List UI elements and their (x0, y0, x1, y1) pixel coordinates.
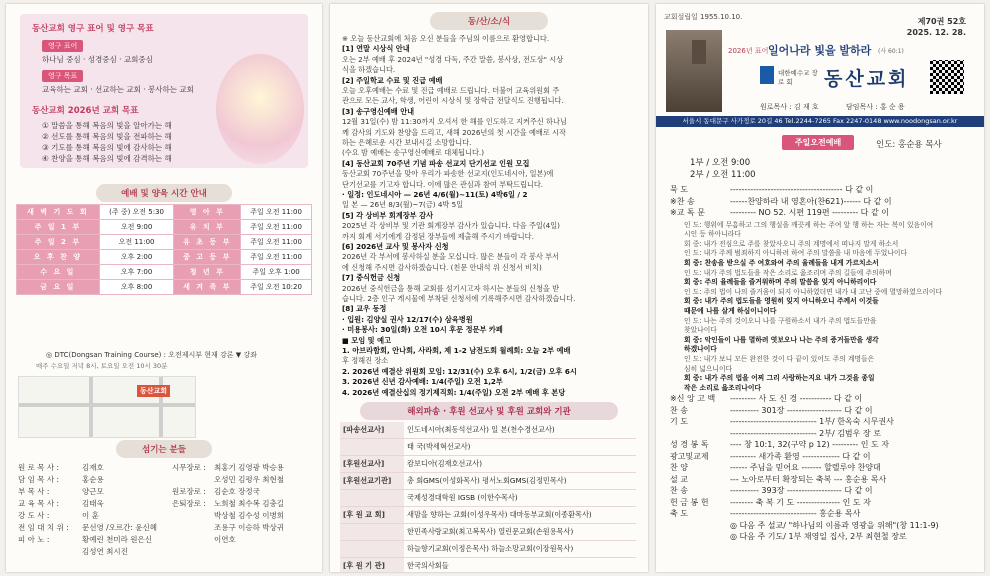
responsive-reading-line: 인 도: 나는 주의 것이오니 나를 구원하소서 내가 주의 법도들만을 (684, 316, 877, 325)
responsive-reading-line: 찾았나이다 (684, 326, 717, 335)
schedule-time: 오전 11:00 (99, 235, 174, 250)
news-title: 동/산/소/식 (430, 12, 548, 30)
news-line: 4. 2026년 예결산십의 정기제직회: 1/4(주일) 오전 2부 예배 후 본당 (342, 387, 566, 397)
issue-number: 제70권 52호 (917, 17, 966, 26)
news-line: 1. 아브라함회, 안나회, 사라회, 제 1-2 남전도회 월례회: 오늘 2부 예배 (342, 346, 571, 355)
goal-tag: 영구 목표 (42, 70, 83, 82)
news-line: 일 본 — 26년 8/3(월)~7(금) 4박 5일 (342, 200, 464, 210)
motto-text: 하나님 중심 · 성경중심 · 교회중심 (42, 55, 153, 64)
schedule-row (17, 280, 312, 295)
mission-row (340, 541, 636, 558)
order-item (670, 393, 976, 404)
goal-item: ④ 찬양을 통해 복음의 빛에 감격하는 해 (42, 154, 172, 163)
order-detail: ------찬양하라 내 영혼아(찬621)------ 다 같 이 (730, 196, 892, 206)
order-label: 찬 송 (670, 405, 688, 415)
order-detail: ◎ 다음 주 설교/ "하나님의 이름과 영광을 위해"(창 11:1-9) (730, 520, 939, 530)
staff-cell: 이연호 (214, 535, 236, 544)
staff-cell: 조용구 이승하 박상귀 (214, 523, 284, 532)
responsive-reading-line: 인 도: 내가 주의 법도들을 작은 소리로 읊조리며 주의 길들에 주의하며 (684, 268, 892, 277)
order-detail: ◎ 다음 주 기도/ 1부 채영일 집사, 2부 최현철 장로 (730, 532, 907, 542)
qr-code[interactable] (930, 60, 964, 94)
mission-category (340, 541, 404, 558)
church-header (656, 4, 984, 116)
news-line: 식을 하겠습니다. (342, 65, 396, 75)
news-line: 관으로 모든 교사, 학생, 어린이 시상식 및 장학금 전달식도 진행됩니다. (342, 96, 564, 106)
mission-category (340, 490, 404, 507)
news-line: [4] 동산교회 70주년 기념 파송 선교지 단기선교 인원 모집 (342, 158, 530, 168)
schedule-time: 오전 9:00 (99, 220, 174, 235)
mission-row (340, 507, 636, 524)
dtc-note: ◎ DTC(Dongsan Training Course) : 오전제시부 현재 강론 ▼ 강좌 (46, 351, 257, 359)
mission-category: [후 원 교 회] (340, 507, 404, 524)
schedule-row (17, 220, 312, 235)
responsive-reading-line: 회 중: 주의 율례들을 즐거워하며 주의 말씀을 잊지 아니하리이다 (684, 278, 877, 287)
order-detail: ---------- 393장 ------------------- 다 같 이 (730, 486, 873, 496)
issue-date: 2025. 12. 28. (906, 28, 966, 37)
mission-row (340, 456, 636, 473)
schedule-label: 주 일 1 부 (17, 220, 100, 235)
motto-tag: 영구 표어 (42, 40, 83, 52)
responsive-reading-line: 시인 등 하아니라다 (684, 230, 741, 239)
order-label: 찬 송 (670, 486, 688, 496)
responsive-reading-line: 작은 소리로 읊조리나이다 (684, 383, 761, 392)
location-map[interactable] (18, 376, 196, 438)
mission-entries: 새맘을 향하는 교회(이성우목사) 대마동부교회(이종환목사) (404, 507, 636, 524)
news-line: [7] 중식헌금 신청 (342, 273, 401, 283)
goal-text: 교육하는 교회 · 선교하는 교회 · 봉사하는 교회 (42, 85, 194, 94)
responsive-reading-line: 인 도: 내가 보니 모든 완전한 것이 다 끝이 있어도 주의 계명들은 (684, 354, 875, 363)
staff-cell: 전 임 대 치 위 : (18, 523, 69, 532)
staff-cell: 홍순용 (82, 475, 104, 484)
staff-cell: 원로장로 : (172, 487, 206, 496)
mission-row (340, 422, 636, 439)
news-line: [2] 주일학교 수료 및 진급 예배 (342, 75, 443, 85)
map-church-label: 동산교회 (137, 385, 170, 397)
news-line: 2025년 각 상비부 및 기관 회계장부 감사가 있습니다. 다음 주일(4일) (342, 221, 560, 231)
denomination: 대한예수교 장 로 회 (778, 69, 818, 86)
order-detail: ---- 창 10:1, 32(구약 p 12) --------- 인 도 자 (730, 440, 889, 450)
schedule-row (17, 205, 312, 220)
mission-entries: 국제성경대학원 IGSB (이한수목사) (404, 490, 636, 507)
responsive-reading-line: 때문에 나를 살게 하심이니이다 (684, 306, 777, 315)
responsive-reading-line: 회 중: 내가 주의 법도들을 영원히 잊지 아니하오니 주께서 이것들 (684, 297, 879, 306)
schedule-label: 세 겨 족 부 (174, 280, 241, 295)
order-item (670, 485, 976, 496)
schedule-time: 주일 오전 11:00 (241, 235, 312, 250)
staff-cell: 김태욱 (82, 499, 104, 508)
order-item (670, 184, 976, 195)
order-label: 축 도 (670, 509, 688, 519)
responsive-reading-line: 인 도: 행위에 무흠하고 그의 행실을 깨끗케 하는 주여 앞 행 하는 자는 복이 있음이여 (684, 220, 934, 229)
staff-cell: 시무장로 : (172, 463, 206, 472)
elder-pastor: 원로목사 : 김 재 호 (760, 103, 819, 111)
staff-cell: 김재호 (82, 463, 104, 472)
order-item (670, 497, 976, 508)
staff-cell: 김성연 최시진 (82, 547, 128, 556)
schedule-time: 주일 오전 11:00 (241, 250, 312, 265)
schedule-label: 새 벽 기 도 회 (17, 205, 100, 220)
order-label: ※찬 송 (670, 196, 695, 206)
staff-cell: 담 임 목 사 : (18, 475, 60, 484)
staff-cell: 강 도 사 : (18, 511, 50, 520)
news-line: · 일정: 인도네시아 — 26년 4/6(월)~11(토) 4박6일 / 2 (342, 190, 528, 199)
right-panel (656, 4, 984, 572)
mission-title: 해외파송 · 후원 선교사 및 후원 교회와 기관 (360, 402, 618, 420)
schedule-label: 수 요 일 (17, 265, 100, 280)
mission-category (340, 439, 404, 456)
middle-panel (330, 4, 648, 572)
church-building-image (666, 30, 722, 112)
schedule-row (17, 265, 312, 280)
staff-cell: 오성민 김평우 최현철 (214, 475, 284, 484)
goal-item: ③ 기도를 통해 복음의 빛에 감사하는 해 (42, 143, 172, 152)
order-detail: --------- 새가족 환영 ------------- 다 같 이 (730, 451, 871, 461)
schedule-time: 오후 2:00 (99, 250, 174, 265)
order-item (670, 439, 976, 450)
news-line: ※ 오늘 동산교회에 처음 오신 분들을 주님의 이름으로 환영합니다. (342, 34, 550, 43)
mission-entries: 한민족사랑교회(최고복목사) 열린문교회(손원용목사) (404, 524, 636, 541)
schedule-time: (주 중) 오전 5:30 (99, 205, 174, 220)
news-line: [6] 2026년 교사 및 봉사자 신청 (342, 242, 449, 251)
order-label: 찬 양 (670, 463, 688, 473)
mission-row (340, 439, 636, 456)
order-detail: ------ 주님을 믿어요 ------- 할렐루야 찬양대 (730, 463, 881, 473)
order-detail: --------- 사 도 신 경 ----------- 다 같 이 (730, 394, 863, 404)
news-line: [3] 송구영신예배 안내 (342, 106, 415, 116)
schedule-row (17, 250, 312, 265)
staff-cell: 박상철 김수성 이병희 (214, 511, 284, 520)
responsive-reading-line: 인 도: 내가 주께 범죄하지 아니하려 하여 주의 말씀을 내 마음에 두었나이다 (684, 249, 908, 258)
news-line: 단기선교를 기고자 합니다. 이에 많은 관심과 참여 부탁드립니다. (342, 179, 544, 189)
order-label: 설 교 (670, 474, 688, 484)
address-bar: 서울시 동대문구 사가정로 20길 46 Tel.2244-7265 Fax 2247-0148 www.noodongsan.or.kr (656, 116, 984, 127)
dtc-time: 매주 수요일 저녁 8시, 토요일 오전 10시 30분 (36, 362, 168, 370)
news-line: 12월 31일(수) 밤 11:30까지 오셔서 한 해를 인도하고 지켜주신 하나님 (342, 117, 567, 127)
order-detail: --------- NO 52. 시편 119편 --------- 다 같 이 (730, 208, 889, 217)
service-leader: 인도: 홍순용 목사 (876, 140, 942, 150)
order-item (670, 508, 976, 519)
schedule-label: 영 아 부 (174, 205, 241, 220)
theme-label: 2026년 표어 (728, 47, 769, 55)
mission-entries: 인도네시아(최동석선교사) 일 본(천수경선교사) (404, 422, 636, 439)
order-item (670, 451, 976, 462)
order-detail: --- 노아로부터 확장되는 축복 --- 홍순용 목사 (730, 474, 887, 484)
order-item (670, 462, 976, 473)
mission-category: [파송선교사] (340, 422, 404, 439)
order-detail: ------------------------------ 2부/ 김범우 장 로 (730, 428, 881, 438)
news-line: 2. 2026년 예결산 위원회 모임: 12/31(수) 오후 6시, 1/2(금) 오후 6시 (342, 366, 577, 376)
order-item (670, 405, 976, 416)
staff-title: 섬기는 분들 (116, 440, 212, 458)
news-line: 오는 2부 예배 후 2024년 "성경 다독, 주간 말씀, 봉사상, 전도상" 시상 (342, 54, 564, 64)
mission-table (340, 422, 636, 572)
order-label: ※교 독 문 (670, 208, 705, 217)
staff-cell: 최홍기 김영광 박승용 (214, 463, 284, 472)
theme-ref: (사 60:1) (878, 48, 904, 55)
schedule-label: 유 초 등 부 (174, 235, 241, 250)
staff-cell: 은퇴장로 : (172, 499, 206, 508)
staff-cell: 부 목 사 : (18, 487, 50, 496)
mission-entries: 캄보디아(김재호선교사) (404, 456, 636, 473)
news-line: ■ 모임 및 예고 (342, 335, 392, 345)
mission-entries: 하늘향기교회(이정은목사) 하늘소망교회(이장원목사) (404, 541, 636, 558)
news-line: · 미용봉사: 30일(화) 오전 10시 후문 정문부 카페 (342, 325, 503, 335)
news-line: 동산교회 70주년을 맞아 우리가 파송한 선교지(인도네시아, 일본)에 (342, 169, 554, 179)
order-detail: -------- 축 복 기 도 --------------- 인 도 자 (730, 497, 871, 507)
schedule-label: 청 년 부 (174, 265, 241, 280)
schedule-label: 주 일 2 부 (17, 235, 100, 250)
mission-row (340, 473, 636, 490)
schedule-time: 오후 8:00 (99, 280, 174, 295)
goal-item: ② 선도를 통해 복음의 빛을 전파하는 해 (42, 132, 172, 141)
news-line: 3. 2026년 신년 감사예배: 1/4(주일) 오전 1,2부 (342, 377, 503, 387)
responsive-reading-line: 회 중: 내가 주의 법을 어찌 그리 사랑하는지요 내가 그것을 종일 (684, 374, 875, 383)
order-label: 성 경 봉 독 (670, 440, 709, 450)
staff-cell: 원 로 목 사 : (18, 463, 60, 472)
schedule-label: 오 후 찬 양 (17, 250, 100, 265)
mission-category (340, 524, 404, 541)
founded-date: 교회설립일 1955.10.10. (664, 13, 743, 21)
church-name: 동산교회 (824, 68, 910, 90)
order-label: 묵 도 (670, 185, 688, 194)
order-item (670, 196, 976, 207)
order-detail: ------------------------------ 홍순용 목사 (730, 509, 861, 519)
schedule-label: 유 치 부 (174, 220, 241, 235)
order-label: ※신 앙 고 백 (670, 394, 716, 404)
order-item (670, 428, 976, 439)
responsive-reading-line: 심히 넓으니이다 (684, 364, 733, 373)
schedule-time: 주일 오후 1:00 (241, 265, 312, 280)
responsive-reading-line: 회 중: 내가 전심으로 주를 찾았사오니 주의 계명에서 떠나지 말게 하소서 (684, 239, 899, 248)
order-detail: --------------------------------------- 다 같 이 (730, 185, 874, 194)
schedule-label: 중 고 등 부 (174, 250, 241, 265)
news-line: [5] 각 상비부 회계장부 감사 (342, 210, 434, 220)
news-line: 2026년 중식헌금을 통해 교회를 섬기시고자 하시는 분들의 신청을 받 (342, 283, 560, 293)
senior-pastor: 담임목사 : 홍 순 용 (846, 103, 905, 111)
news-line: 께 감사의 기도와 찬양을 드리고, 새해 2026년의 첫 시간을 예배로 시작 (342, 127, 566, 137)
schedule-time: 오후 7:00 (99, 265, 174, 280)
time-1: 1부 / 오전 9:00 (690, 158, 751, 168)
news-line: 하는 은혜로운 시간 보내시길 소망합니다. (342, 138, 472, 147)
schedule-row (17, 235, 312, 250)
order-item (670, 416, 976, 427)
news-line: 후 정해진 장소 (342, 356, 389, 366)
schedule-title: 예배 및 양육 시간 안내 (96, 184, 232, 202)
staff-cell: 황예린 천미라 원은신 (82, 535, 152, 544)
order-detail: ------------------------------ 1부/ 한옥숙 시무권사 (730, 417, 894, 427)
responsive-reading-line: 인 도: 주의 법이 나의 즐거움이 되지 아니하였더면 내가 내 고난 중에 멸망하였으리이다 (684, 287, 943, 296)
order-item (670, 531, 976, 542)
cross-logo-icon (760, 66, 774, 84)
staff-cell: 문선영 /오르간: 윤신혜 (82, 523, 158, 532)
schedule-time: 주일 오전 11:00 (241, 205, 312, 220)
order-label: 헌 금 봉 헌 (670, 497, 709, 507)
motto-box (20, 14, 308, 168)
news-line: 습니다. 2층 인구 게시물에 부착된 신청서에 기록해주시면 감사하겠습니다. (342, 294, 576, 303)
mission-category: [후 원 기 관] (340, 558, 404, 573)
goals2026-title: 동산교회 2026년 교회 목표 (32, 106, 139, 116)
news-line: [1] 연말 시상식 안내 (342, 44, 410, 54)
mission-entries: 한국의사회들 (404, 558, 636, 573)
staff-cell: 이 훈 (82, 511, 99, 520)
mission-entries: 태 국(박세혁선교사) (404, 439, 636, 456)
mission-row (340, 490, 636, 507)
order-item (670, 207, 976, 218)
schedule-label: 금 요 일 (17, 280, 100, 295)
service-title: 주일오전예배 (782, 135, 854, 150)
responsive-reading-line: 회 중: 악인들이 나를 멸하려 엿보오나 나는 주의 증거들만을 생각 (684, 335, 879, 344)
news-line: 오늘 오후예배는 수료 및 진급 예배로 드립니다. 더불어 교육위원회 주 (342, 86, 560, 95)
schedule-table (16, 204, 312, 295)
mission-row (340, 558, 636, 573)
staff-cell: 교 육 목 사 : (18, 499, 60, 508)
news-line: [8] 교우 동정 (342, 304, 387, 314)
order-item (670, 520, 976, 531)
mission-category: [후원선교사] (340, 456, 404, 473)
theme-text: 일어나라 빛을 발하라 (768, 44, 872, 57)
order-label: 기 도 (670, 417, 688, 427)
left-panel (6, 4, 322, 572)
staff-cell: 김순호 장정국 (214, 487, 260, 496)
order-label: 광고및교제 (670, 451, 709, 461)
time-2: 2부 / 오전 11:00 (690, 170, 756, 180)
motto-title: 동산교회 영구 표어 및 영구 목표 (32, 24, 154, 34)
news-line: 에 신청해 주시면 감사하겠습니다. (친문 안내석 위 신청서 비치) (342, 262, 542, 272)
order-detail: ---------- 301장 ------------------- 다 같 이 (730, 405, 873, 415)
order-item (670, 474, 976, 485)
staff-cell: 피 아 노 : (18, 535, 50, 544)
staff-cell: 양근모 (82, 487, 104, 496)
news-line: · 입원: 김양실 권사 12/17(수) 삼육병원 (342, 314, 473, 324)
schedule-time: 주일 오전 10:20 (241, 280, 312, 295)
mission-row (340, 524, 636, 541)
lily-illustration (216, 54, 304, 164)
mission-category: [후원선교기관] (340, 473, 404, 490)
staff-cell: 노희철 최수복 김충길 (214, 499, 284, 508)
responsive-reading-line: 회 중: 찬송을 받으실 주 여호와여 주의 율례들을 내게 가르치소서 (684, 258, 879, 267)
schedule-time: 주일 오전 11:00 (241, 220, 312, 235)
news-line: (수요 밤 예배는 송구영신예배로 대체됩니다.) (342, 148, 485, 158)
news-line: 2026년 각 부서에 봉사하실 분을 모십니다. 많은 분들이 각 봉사 부서 (342, 252, 560, 262)
news-line: 까지 회계 서기에게 감정된 장부들에 제출해 주시기 바랍니다. (342, 231, 534, 241)
goal-item: ① 말씀을 통해 복음의 빛을 알아가는 해 (42, 121, 172, 130)
mission-entries: 총 회GMS(이성화목사) 평서노회GMS(김정민목사) (404, 473, 636, 490)
responsive-reading-line: 하겠나이다 (684, 345, 717, 354)
